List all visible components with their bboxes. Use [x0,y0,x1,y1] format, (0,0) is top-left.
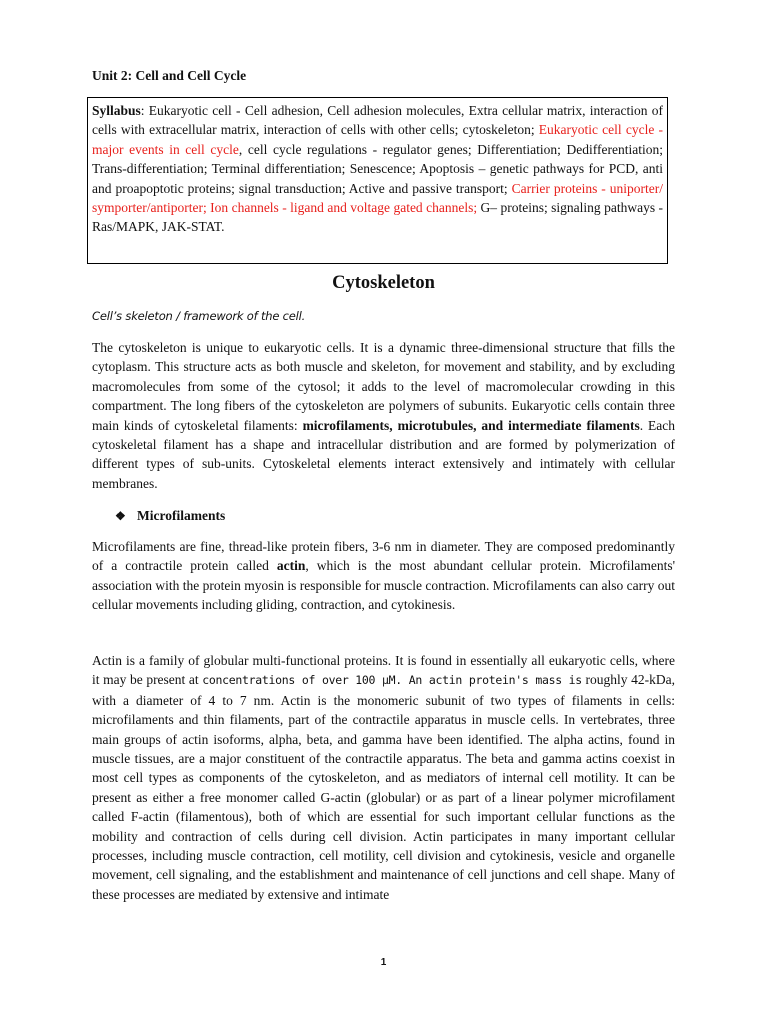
diamond-bullet-icon: ❖ [115,509,126,523]
syllabus-box [87,97,668,264]
section-subtitle: Cell’s skeleton / framework of the cell. [92,309,306,323]
syllabus-highlight-cell-cycle: Eukaryotic cell cycle - major events in cell cycle [92,122,664,157]
paragraph-microfilaments [92,537,675,615]
syllabus-text-b: , cell cycle regulations - regulator genes; Differentiation; Dedifferentiation; Trans-differentiation; Terminal differentiation; Senescence; Apoptosis – genetic pathways for PCD, anti and proapoptotic proteins; signal transduction; Active and passive transport; [92,141,663,196]
para3-text-b: roughly 42-kDa, with a diameter of 4 to 7 nm. Actin is the monomeric subunit of two types of filaments in cells: microfilaments and thin filaments, part of the contractile apparatus in muscle cells. In vertebrates, three main groups of actin isoforms, alpha, beta, and gamma have been identified. The alpha actins, found in muscle tissues, are a major constituent of the contractile apparatus. The beta and gamma actins coexist in most cell types as components of the cytoskeleton, and as mediators of internal cell motility. It can be present as either a free monomer called G-actin (globular) or as part of a linear polymer microfilament called F-actin (filamentous), both of which are essential for such important cellular functions as the mobility and contraction of cells during cell division. Actin participates in many important cellular processes, including muscle contraction, cell motility, cell division and cytokinesis, vesicle and organelle movement, cell signaling, and the establishment and maintenance of cell junctions and cell shape. Many of these processes are mediated by extensive and intimate [92,672,675,902]
microfilaments-heading [115,506,225,526]
para2-text-a: Microfilaments are fine, thread-like protein fibers, 3-6 nm in diameter. They are composed predominantly of a contractile protein called [92,539,675,574]
para2-text-b: , which is the most abundant cellular protein. Microfilaments' association with the protein myosin is responsible for muscle contraction. Microfilaments can also carry out cellular movements including gliding, contraction, and cytokinesis. [92,558,675,613]
section-heading: Cytoskeleton [332,273,435,293]
para1-text-b: . Each cytoskeletal filament has a shape and intracellular distribution and are formed by polymerization of different types of sub-units. Cytoskeletal elements interact extensively and intimately with cellular membranes. [92,417,675,491]
syllabus-text-c: G– proteins; signaling pathways -Ras/MAPK, JAK-STAT. [92,200,664,235]
para2-bold-actin: actin [276,558,306,574]
para3-mono-text: concentrations of over 100 μM. An actin protein's mass is [202,673,582,688]
para3-text-a: Actin is a family of globular multi-functional proteins. It is found in essentially all eukaryotic cells, where it may be present at [92,653,675,688]
syllabus-text-a: : Eukaryotic cell - Cell adhesion, Cell adhesion molecules, Extra cellular matrix, interaction of cells with extracellular matrix, interaction of cells with other cells; cytoskeleton; [92,103,663,138]
syllabus-highlight-carrier-proteins: Carrier proteins - uniporter/ symporter/antiporter; Ion channels - ligand and voltage gated channels; [92,180,663,216]
paragraph-cytoskeleton-intro [92,338,675,493]
page-number: 1 [380,957,387,968]
para1-text-a: The cytoskeleton is unique to eukaryotic cells. It is a dynamic three-dimensional structure that fills the cytoplasm. This structure acts as both muscle and skeleton, for movement and stability, and by excluding macromolecules from some of the cytosol; it adds to the level of macromolecular crowding in this compartment. The long fibers of the cytoskeleton are polymers of subunits. Eukaryotic cells contain three main kinds of cytoskeletal filaments: [92,340,675,433]
syllabus-label: Syllabus [92,103,141,118]
para1-bold-filaments: microfilaments, microtubules, and intermediate filaments [302,417,640,433]
unit-title: Unit 2: Cell and Cell Cycle [92,68,247,83]
microfilaments-heading-label: Microfilaments [137,508,226,523]
paragraph-actin [92,651,675,904]
